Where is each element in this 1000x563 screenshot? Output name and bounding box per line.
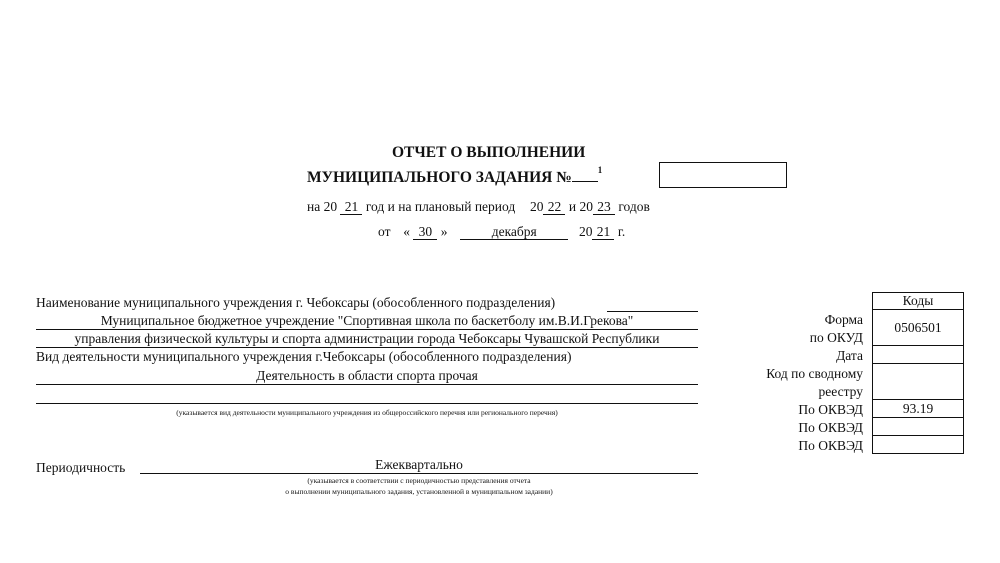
date-prefix: от (378, 224, 391, 239)
date-year-prefix: 20 (578, 224, 593, 239)
period-suffix: годов (618, 199, 650, 214)
date-day: 30 (413, 225, 437, 240)
plan-prefix1: 20 (529, 199, 544, 214)
date-month: декабря (460, 225, 568, 240)
registry-label-line2: реестру (818, 384, 863, 399)
periodicity-note-line2: о выполнении муниципального задания, установленной в муниципальном задании) (285, 487, 553, 496)
plan-year1: 22 (543, 200, 565, 215)
period-line (307, 199, 650, 215)
institution-label: Наименование муниципального учреждения г. Чебоксары (обособленного подразделения) (36, 295, 556, 310)
report-title-line2 (307, 165, 603, 187)
okud-label: по ОКУД (809, 330, 863, 345)
okved-value-cell-3 (873, 436, 964, 454)
activity-note: (указывается вид деятельности муниципального учреждения из общероссийского перечня или регионального перечня) (176, 408, 558, 417)
okved-label-1: По ОКВЭД (798, 402, 863, 417)
okved-label-2: По ОКВЭД (798, 420, 863, 435)
okved-value-cell-1: 93.19 (873, 400, 964, 418)
periodicity-label: Периодичность (36, 460, 126, 475)
report-title-text: МУНИЦИПАЛЬНОГО ЗАДАНИЯ № (307, 169, 572, 187)
periodicity-value: Ежеквартально (375, 457, 463, 472)
report-number-value (572, 181, 598, 182)
activity-underline1 (36, 384, 698, 385)
registry-label-line1: Код по сводному (766, 366, 863, 381)
institution-label-underline (607, 311, 698, 312)
date-year: 21 (592, 225, 614, 240)
okud-value-cell: 0506501 (873, 310, 964, 346)
codes-table (872, 292, 964, 454)
form-label: Форма (824, 312, 863, 327)
periodicity-underline (140, 473, 698, 474)
institution-name-line2: управления физической культуры и спорта администрации города Чебоксары Чувашской Республики (74, 331, 660, 346)
footnote-mark: 1 (597, 165, 603, 175)
date-value-cell (873, 346, 964, 364)
okved-label-3: По ОКВЭД (798, 438, 863, 453)
date-line (378, 224, 625, 240)
date-open-quote: « (403, 224, 410, 239)
plan-year2: 23 (593, 200, 615, 215)
activity-value: Деятельность в области спорта прочая (256, 368, 478, 383)
okved-value-cell-2 (873, 418, 964, 436)
period-prefix: на 20 (307, 199, 338, 214)
periodicity-note-line1: (указывается в соответствии с периодичностью представления отчета (307, 476, 531, 485)
codes-header: Коды (873, 293, 964, 310)
institution-name-underline2 (36, 347, 698, 348)
activity-label: Вид деятельности муниципального учреждения г.Чебоксары (обособленного подразделения) (36, 349, 572, 364)
date-code-label: Дата (836, 348, 863, 363)
registry-value-cell (873, 364, 964, 400)
report-title-line1: ОТЧЕТ О ВЫПОЛНЕНИИ (392, 144, 586, 161)
report-number-box (659, 162, 787, 188)
activity-underline2 (36, 403, 698, 404)
period-year: 21 (340, 200, 362, 215)
date-close-quote: » (440, 224, 448, 239)
period-mid: год и на плановый период (365, 199, 516, 214)
plan-and: и 20 (568, 199, 593, 214)
institution-name-underline1 (36, 329, 698, 330)
date-suffix: г. (617, 224, 626, 239)
institution-name-line1: Муниципальное бюджетное учреждение "Спортивная школа по баскетболу им.В.И.Грекова" (100, 313, 634, 328)
